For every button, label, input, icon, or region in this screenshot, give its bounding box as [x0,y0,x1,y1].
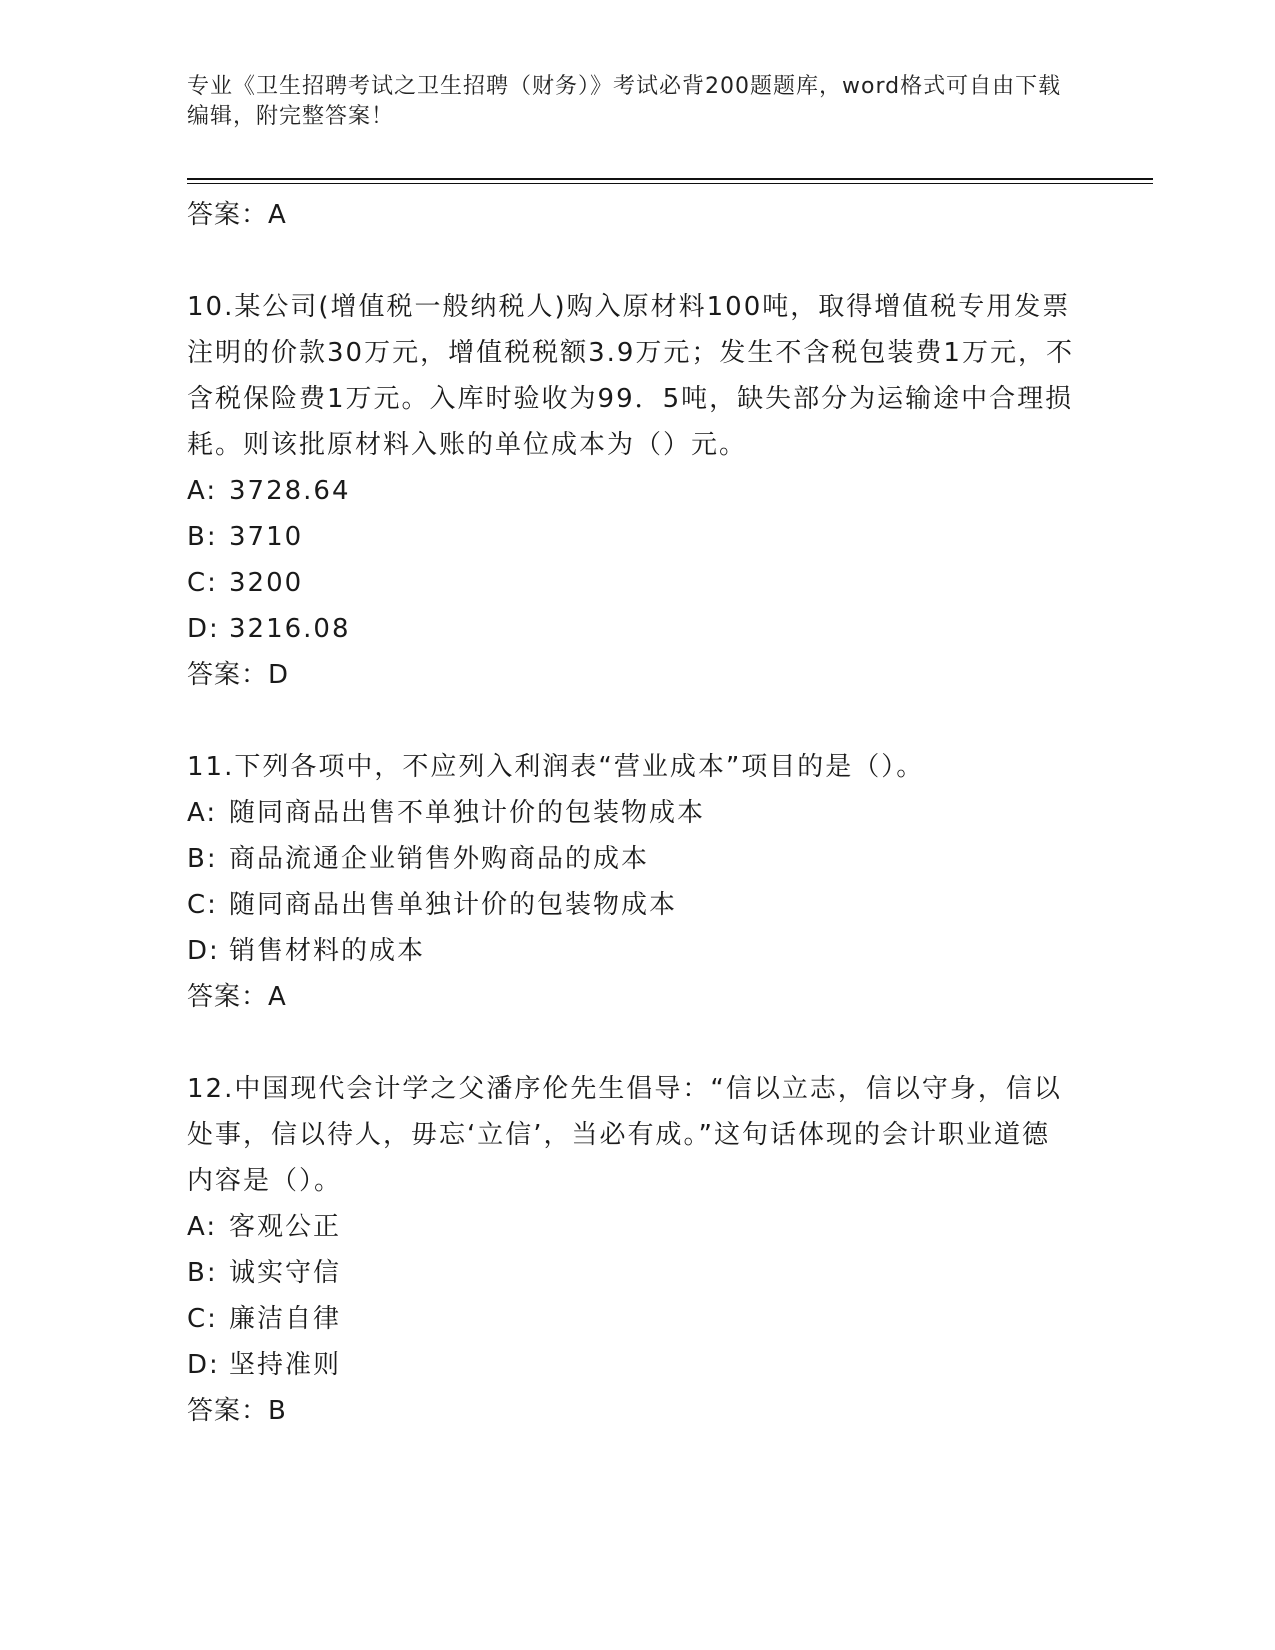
option-text: 客观公正 [229,1212,342,1242]
option-a [187,790,1067,836]
page-header: 专业《卫生招聘考试之卫生招聘（财务）》考试必背200题题库，word格式可自由下载编辑，附完整答案！ [187,74,1062,129]
header-rule-thin [187,183,1153,184]
spacer [187,1020,1067,1066]
question-11 [187,744,1067,1020]
option-key: A: [187,476,218,506]
option-text: 3200 [229,568,304,598]
option-b [187,514,1067,560]
option-text: 随同商品出售单独计价的包装物成本 [229,890,678,920]
header-rule-thick [187,178,1153,180]
option-key: D: [187,1350,220,1380]
spacer [187,698,1067,744]
option-a [187,468,1067,514]
spacer [187,238,1067,284]
option-key: C: [187,568,218,598]
option-key: D: [187,936,220,966]
option-c [187,560,1067,606]
option-text: 廉洁自律 [229,1304,342,1334]
option-text: 3710 [229,522,304,552]
option-key: D: [187,614,220,644]
answer-q12: 答案：B [187,1396,287,1426]
document-content [187,192,1074,1434]
question-10 [187,284,1074,698]
option-d [187,1342,1067,1388]
option-c [187,1296,1067,1342]
option-text: 随同商品出售不单独计价的包装物成本 [229,798,706,828]
question-12 [187,1066,1067,1434]
question-text: 10.某公司(增值税一般纳税人)购入原材料100吨，取得增值税专用发票注明的价款30万元，增值税税额3.9万元；发生不含税包装费1万元，不含税保险费1万元。入库时验收为99．5吨，缺失部分为运输途中合理损耗。则该批原材料入账的单位成本为（）元。 [187,292,1074,460]
option-text: 3728.64 [229,476,351,506]
option-b [187,836,1067,882]
question-text: 11.下列各项中，不应列入利润表“营业成本”项目的是（）。 [187,752,925,782]
option-text: 销售材料的成本 [229,936,426,966]
option-key: C: [187,890,218,920]
option-key: A: [187,798,218,828]
option-d [187,928,1067,974]
answer-q10: 答案：D [187,660,290,690]
question-text: 12.中国现代会计学之父潘序伦先生倡导：“信以立志，信以守身，信以处事，信以待人，毋忘‘立信’，当必有成。”这句话体现的会计职业道德内容是（）。 [187,1074,1062,1196]
option-text: 坚持准则 [229,1350,342,1380]
option-d [187,606,1067,652]
answer-q9: 答案：A [187,200,287,230]
option-key: B: [187,522,218,552]
option-b [187,1250,1067,1296]
option-key: B: [187,1258,218,1288]
option-c [187,882,1067,928]
option-text: 商品流通企业销售外购商品的成本 [229,844,650,874]
option-key: C: [187,1304,218,1334]
option-text: 诚实守信 [229,1258,342,1288]
answer-q11: 答案：A [187,982,287,1012]
option-key: A: [187,1212,218,1242]
option-key: B: [187,844,218,874]
option-text: 3216.08 [229,614,351,644]
option-a [187,1204,1067,1250]
